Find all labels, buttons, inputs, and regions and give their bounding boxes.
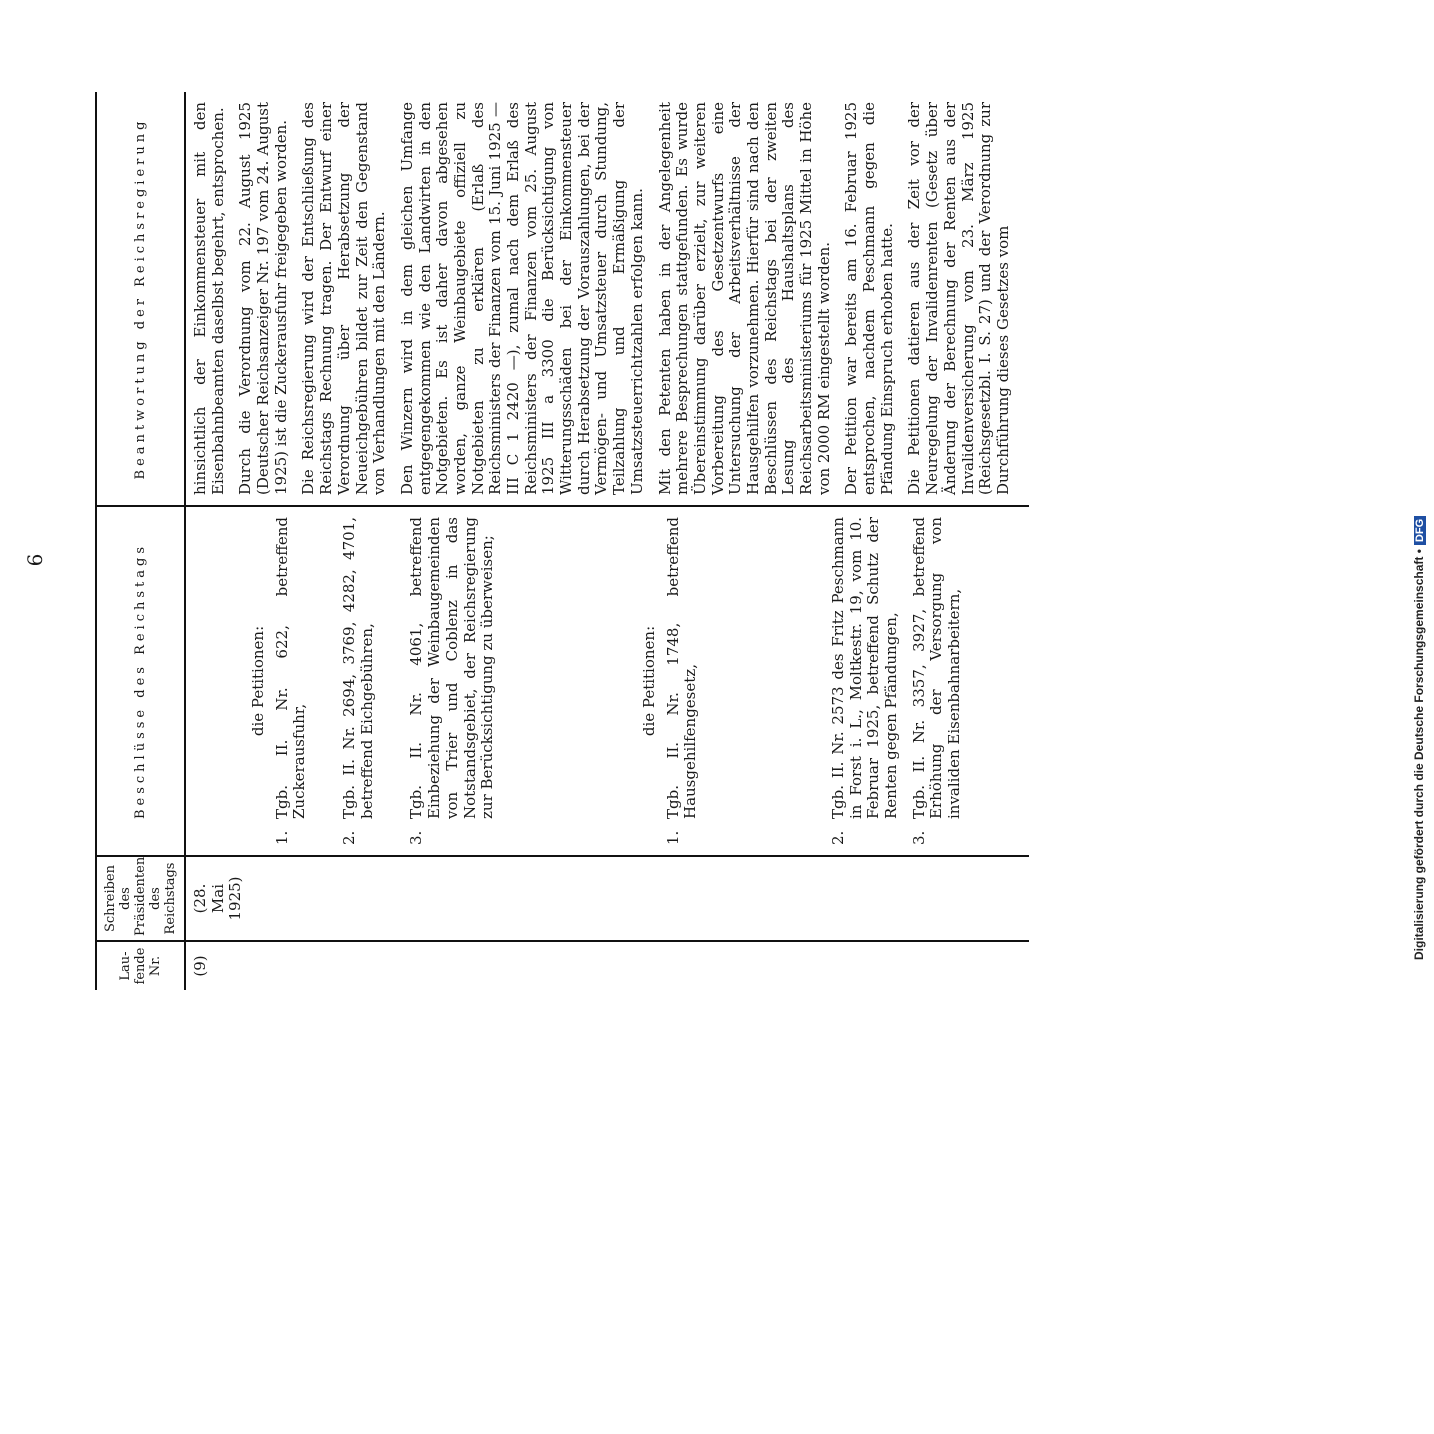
petition-item: 1. Tgb. II. Nr. 622, betreffend Zuckerausfuhr, bbox=[272, 517, 309, 845]
answer-item: Der Petition war bereits am 16. Februar 1925 entsprochen, nachdem Peschmann gegen die Pfändung Einspruch erhoben hatte. bbox=[842, 102, 896, 495]
petition-item: 2. Tgb. II. Nr. 2573 des Fritz Peschmann in Forst i. L., Moltkestr. 19, vom 10. Februar 1925, betreffend Schutz der Renten gegen Pfändungen, bbox=[828, 517, 900, 845]
petition-item: 2. Tgb. II. Nr. 2694, 3769, 4282, 4701, betreffend Eichgebühren, bbox=[340, 517, 376, 845]
credit-text: Digitalisierung gefördert durch die Deutsche Forschungsgemeinschaft • bbox=[1412, 549, 1426, 960]
petitions-intro-1: die Petitionen: bbox=[249, 625, 267, 737]
cell-schreiben: (28. Mai 1925) bbox=[185, 856, 1029, 941]
petition-item: 3. Tgb. II. Nr. 3357, 3927, betreffend Erhöhung der Versorgung von invaliden Eisenbahnarbeitern, bbox=[909, 517, 964, 845]
answer-item: Den Winzern wird in dem gleichen Umfange entgegengekommen wie den Landwirten in den Notgebieten. Es ist daher davon abgesehen worden, ganze Weinbaugebiete offiziell zu Notgebieten zu erklären (Erlaß des Reichsministers der Finanzen vom 15. Juni 1925 — III C 1 2420 —), zumal nach dem Erlaß des Reichsministers der Finanzen vom 25. August 1925 III a 3300 die Berücksichtigung von Witterungsschäden bei der Einkommensteuer durch Herabsetzung der Vorauszahlungen, bei der Vermögen- und Umsatzsteuer durch Stundung, Teilzahlung und Ermäßigung der Umsatzsteuerrichtzahlen erfolgen kann. bbox=[397, 102, 646, 495]
rotated-page-content bbox=[23, 102, 1395, 990]
answer-item: Durch die Verordnung vom 22. August 1925 (Deutscher Reichsanzeiger Nr. 197 vom 24. August 1925) ist die Zuckerausfuhr freigegeben worden. bbox=[236, 102, 290, 495]
petition-item: 3. Tgb. II. Nr. 4061, betreffend Einbeziehung der Weinbaugemeinden von Trier und Coblenz in das Notstandsgebiet, der Reichsregierung zur Berücksichtigung zu überweisen; bbox=[407, 517, 497, 845]
dfg-logo: DFG bbox=[1414, 516, 1426, 545]
header-beantwortung: Beantwortung der Reichsregierung bbox=[96, 92, 185, 506]
answer-continuation: hinsichtlich der Einkommensteuer mit den Eisenbahnbeamten daselbst begehrt, entsprochen. bbox=[191, 102, 227, 495]
page-number: 6 bbox=[23, 553, 47, 567]
cell-beantwortung bbox=[185, 92, 1029, 506]
table-header-row bbox=[96, 92, 185, 990]
cell-beschluesse bbox=[185, 506, 1029, 856]
header-lfd-nr: Lau- fende Nr. bbox=[96, 941, 185, 990]
answer-item: Mit den Petenten haben in der Angelegenheit mehrere Besprechungen stattgefunden. Es wurde Übereinstimmung darüber erzielt, zur weiteren Vorbereitung des Gesetzentwurfs eine Untersuchung der Arbeitsverhältnisse der Hausgehilfen vorzunehmen. Hierfür sind nach den Beschlüssen des Reichstags bei der zweiten Lesung des Haushaltsplans des Reichsarbeitsministeriums für 1925 Mittel in Höhe von 2000 RM eingestellt worden. bbox=[655, 102, 833, 495]
cell-lfd-nr: (9) bbox=[191, 955, 209, 977]
header-beschluesse: Beschlüsse des Reichstags bbox=[96, 506, 185, 856]
answer-item: Die Reichsregierung wird der Entschließung des Reichstags Rechnung tragen. Der Entwurf einer Verordnung über Herabsetzung der Neueichgebühren bildet zur Zeit den Gegenstand von Verhandlungen mit den Ländern. bbox=[299, 102, 389, 495]
answer-item: Die Petitionen datieren aus der Zeit vor der Neuregelung der Invalidenrenten (Gesetz über Änderung der Berechnung der Renten aus der Invalidenversicherung vom 23. März 1925 (Reichsgesetzbl. I. S. 27) und der Verordnung zur Durchführung dieses Gesetzes vom bbox=[905, 102, 1012, 495]
petitions-intro-2: die Petitionen: bbox=[639, 625, 658, 737]
petitions-table bbox=[95, 92, 1029, 990]
digitization-credit bbox=[1380, 40, 1426, 960]
petition-item: 1. Tgb. II. Nr. 1748, betreffend Hausgehilfengesetz, bbox=[663, 517, 700, 845]
table-row bbox=[185, 92, 1029, 990]
header-schreiben: Schreiben des Präsidenten des Reichstags bbox=[96, 856, 185, 941]
